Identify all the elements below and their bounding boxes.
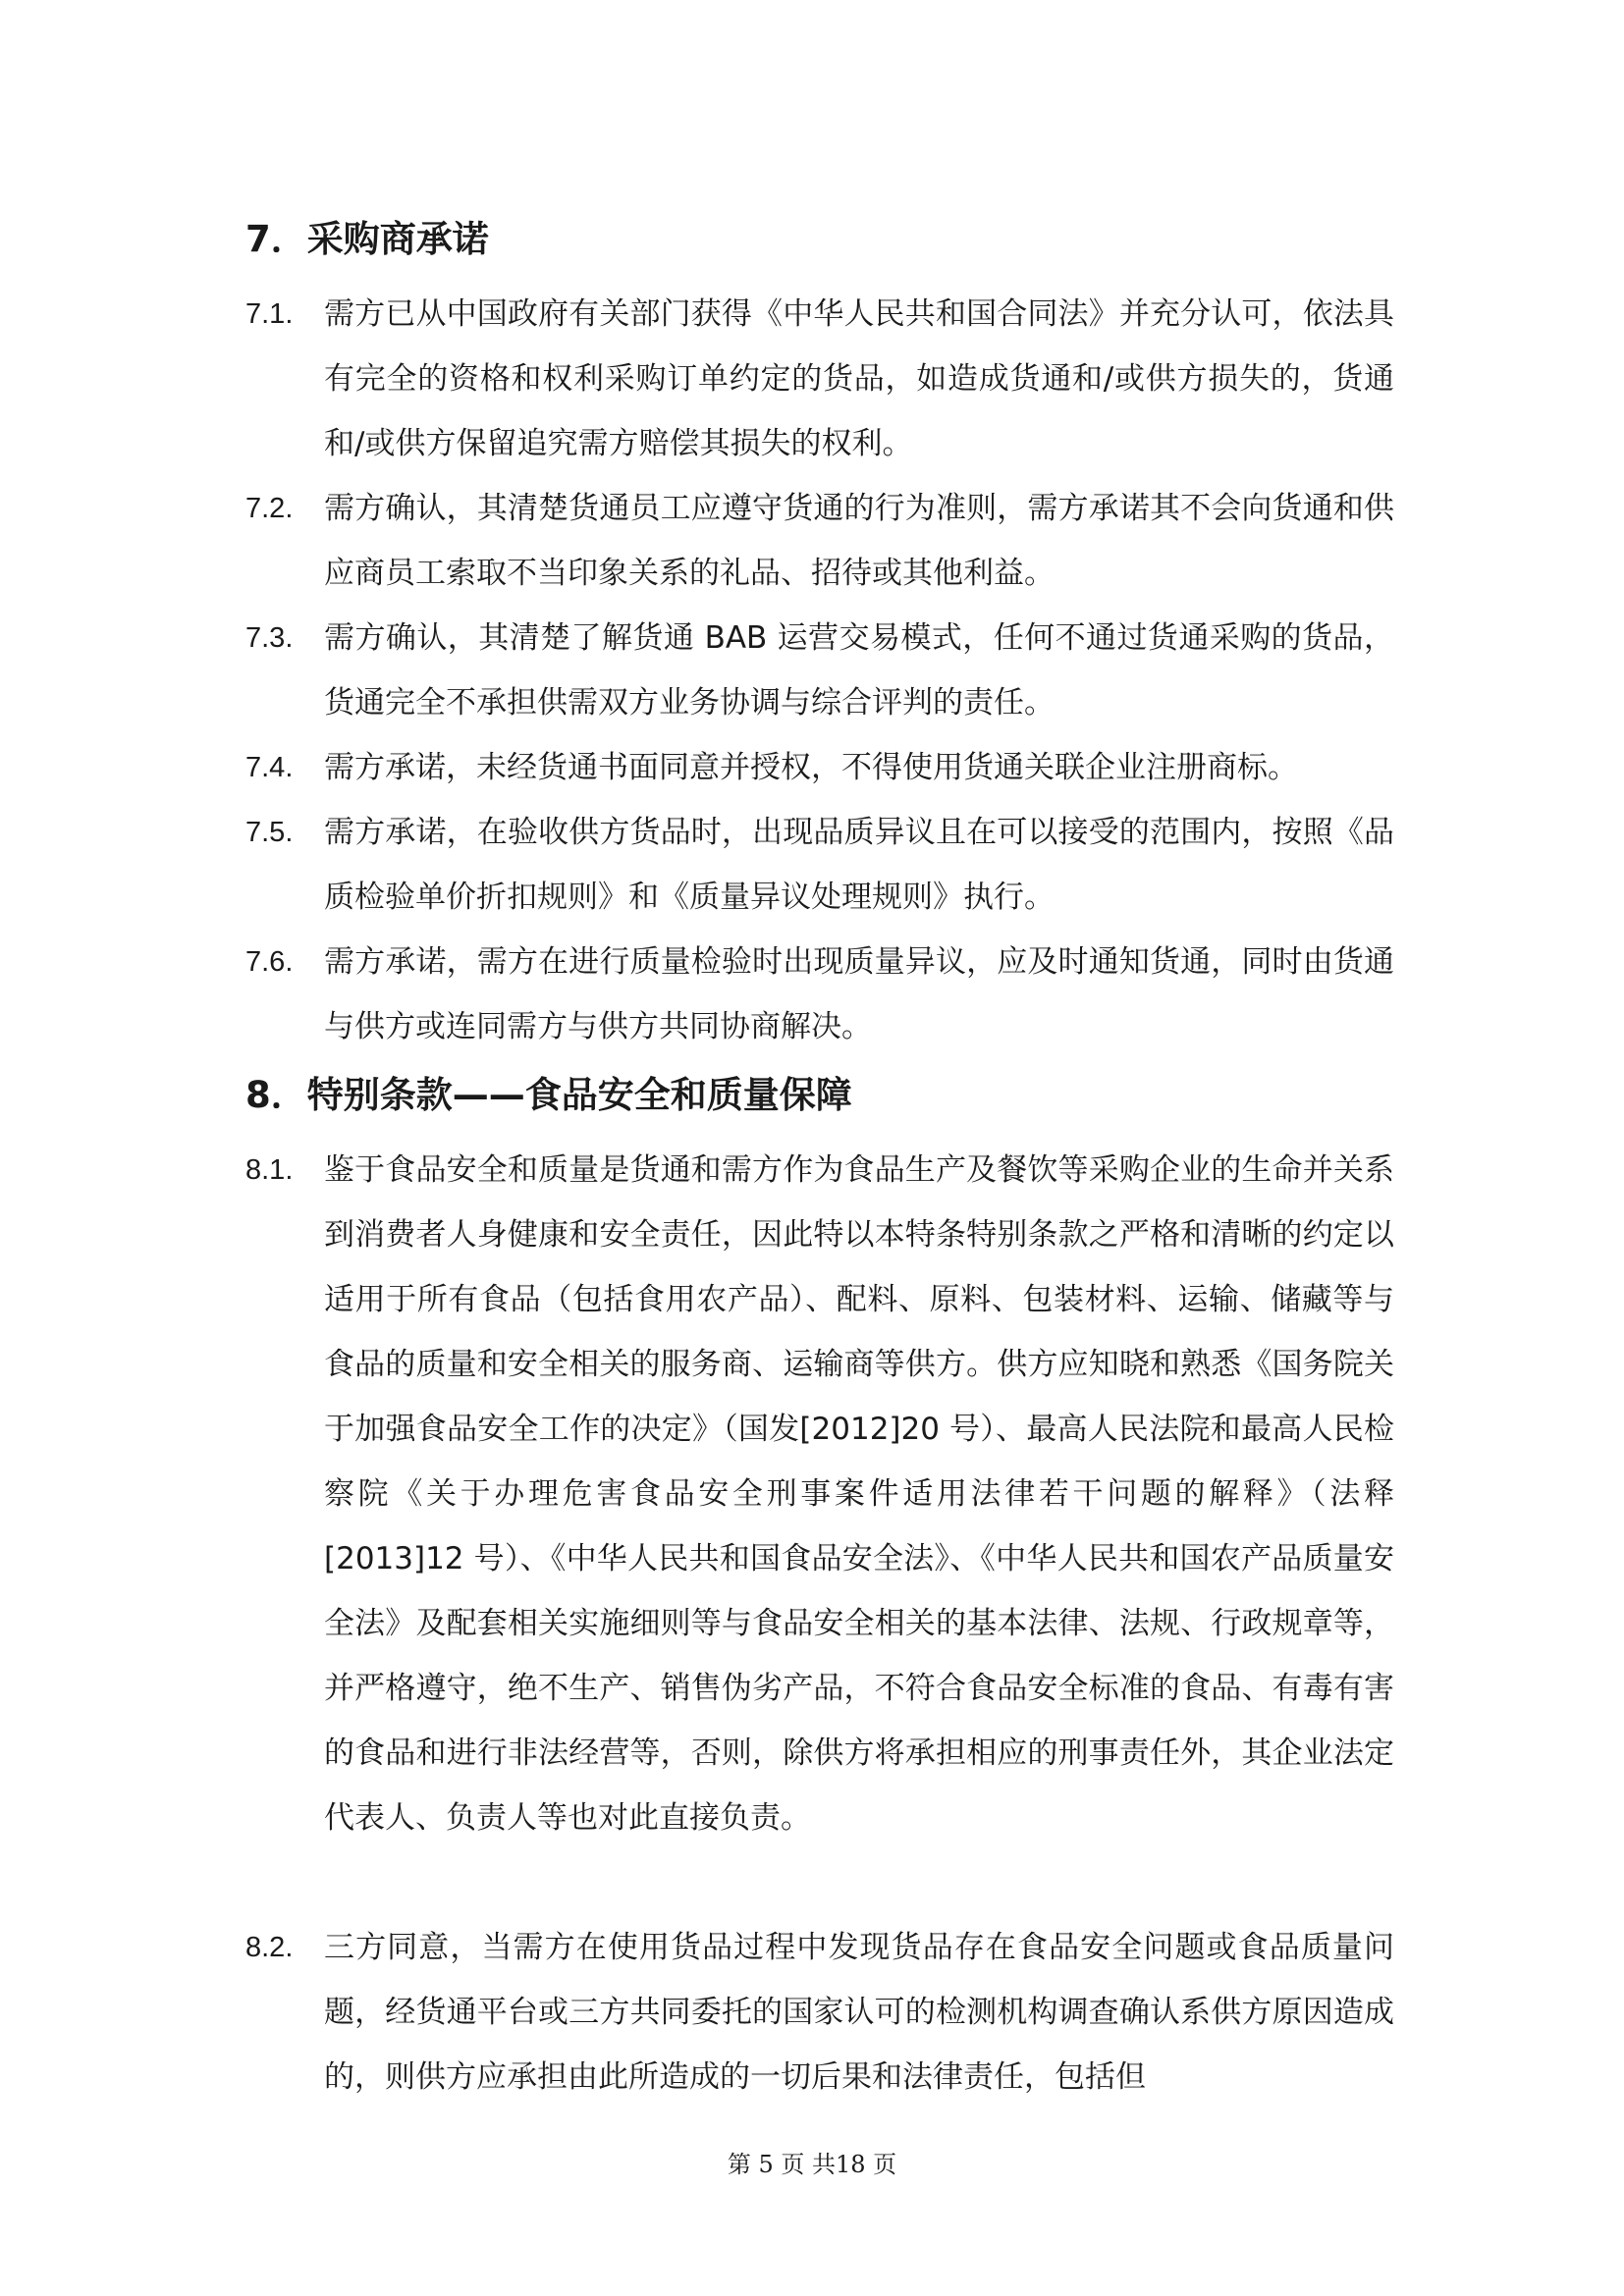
clause-text: 需方确认，其清楚了解货通 BAB 运营交易模式，任何不通过货通采购的货品，货通完全不承担供需双方业务协调与综合评判的责任。 [324,620,1394,721]
clause-text: 需方承诺，未经货通书面同意并授权，不得使用货通关联企业注册商标。 [324,750,1298,785]
section-heading-8: 8．特别条款——食品安全和质量保障 [245,1074,852,1116]
clause-7-6 [245,930,1394,1059]
clause-number: 7.5. [245,817,294,848]
clause-number: 7.4. [245,752,294,783]
section-heading-7: 7．采购商承诺 [245,218,489,260]
clause-7-2 [245,476,1394,606]
clause-text: 需方承诺，在验收供方货品时，出现品质异议且在可以接受的范围内，按照《品质检验单价折扣规则》和《质量异议处理规则》执行。 [324,815,1394,915]
clause-number: 7.1. [245,298,294,330]
clause-text: 需方已从中国政府有关部门获得《中华人民共和国合同法》并充分认可，依法具有完全的资格和权利采购订单约定的货品，如造成货通和/或供方损失的，货通和/或供方保留追究需方赔偿其损失的权利。 [324,296,1394,461]
clause-7-1 [245,282,1394,476]
clause-text: 需方承诺，需方在进行质量检验时出现质量异议，应及时通知货通，同时由货通与供方或连同需方与供方共同协商解决。 [324,944,1394,1044]
clause-7-5 [245,800,1394,930]
clause-8-1 [245,1138,1394,1915]
page-footer [0,2150,1624,2179]
clause-number: 7.6. [245,946,294,978]
clause-number: 7.3. [245,622,294,654]
clause-number: 8.2. [245,1932,294,1963]
clause-text: 鉴于食品安全和质量是货通和需方作为食品生产及餐饮等采购企业的生命并关系到消费者人身健康和安全责任，因此特以本特条特别条款之严格和清晰的约定以适用于所有食品（包括食用农产品）、配料、原料、包装材料、运输、储藏等与食品的质量和安全相关的服务商、运输商等供方。供方应知晓和熟悉《国务院关于加强食品安全工作的决定》（国发[2012]20 号）、最高人民法院和最高人民检察院《关于办理危害食品安全刑事案件适用法律若干问题的解释》（法释[2013]12 号）、《中华人民共和国食品安全法》、《中华人民共和国农产品质量安全法》及配套相关实施细则等与食品安全相关的基本法律、法规、行政规章等，并严格遵守，绝不生产、销售伪劣产品，不符合食品安全标准的食品、有毒有害的食品和进行非法经营等，否则，除供方将承担相应的刑事责任外，其企业法定代表人、负责人等也对此直接负责。 [324,1152,1394,1836]
clause-7-3 [245,606,1394,735]
clause-text: 需方确认，其清楚货通员工应遵守货通的行为准则，需方承诺其不会向货通和供应商员工索取不当印象关系的礼品、招待或其他利益。 [324,491,1394,591]
clause-8-2 [245,1915,1394,2109]
clause-7-4 [245,735,1394,800]
page-number-label: 第 5 页 共18 页 [727,2151,897,2178]
clause-text: 三方同意，当需方在使用货品过程中发现货品存在食品安全问题或食品质量问题，经货通平台或三方共同委托的国家认可的检测机构调查确认系供方原因造成的，则供方应承担由此所造成的一切后果和法律责任，包括但 [324,1930,1394,2095]
clause-number: 7.2. [245,493,294,524]
clause-number: 8.1. [245,1154,294,1186]
